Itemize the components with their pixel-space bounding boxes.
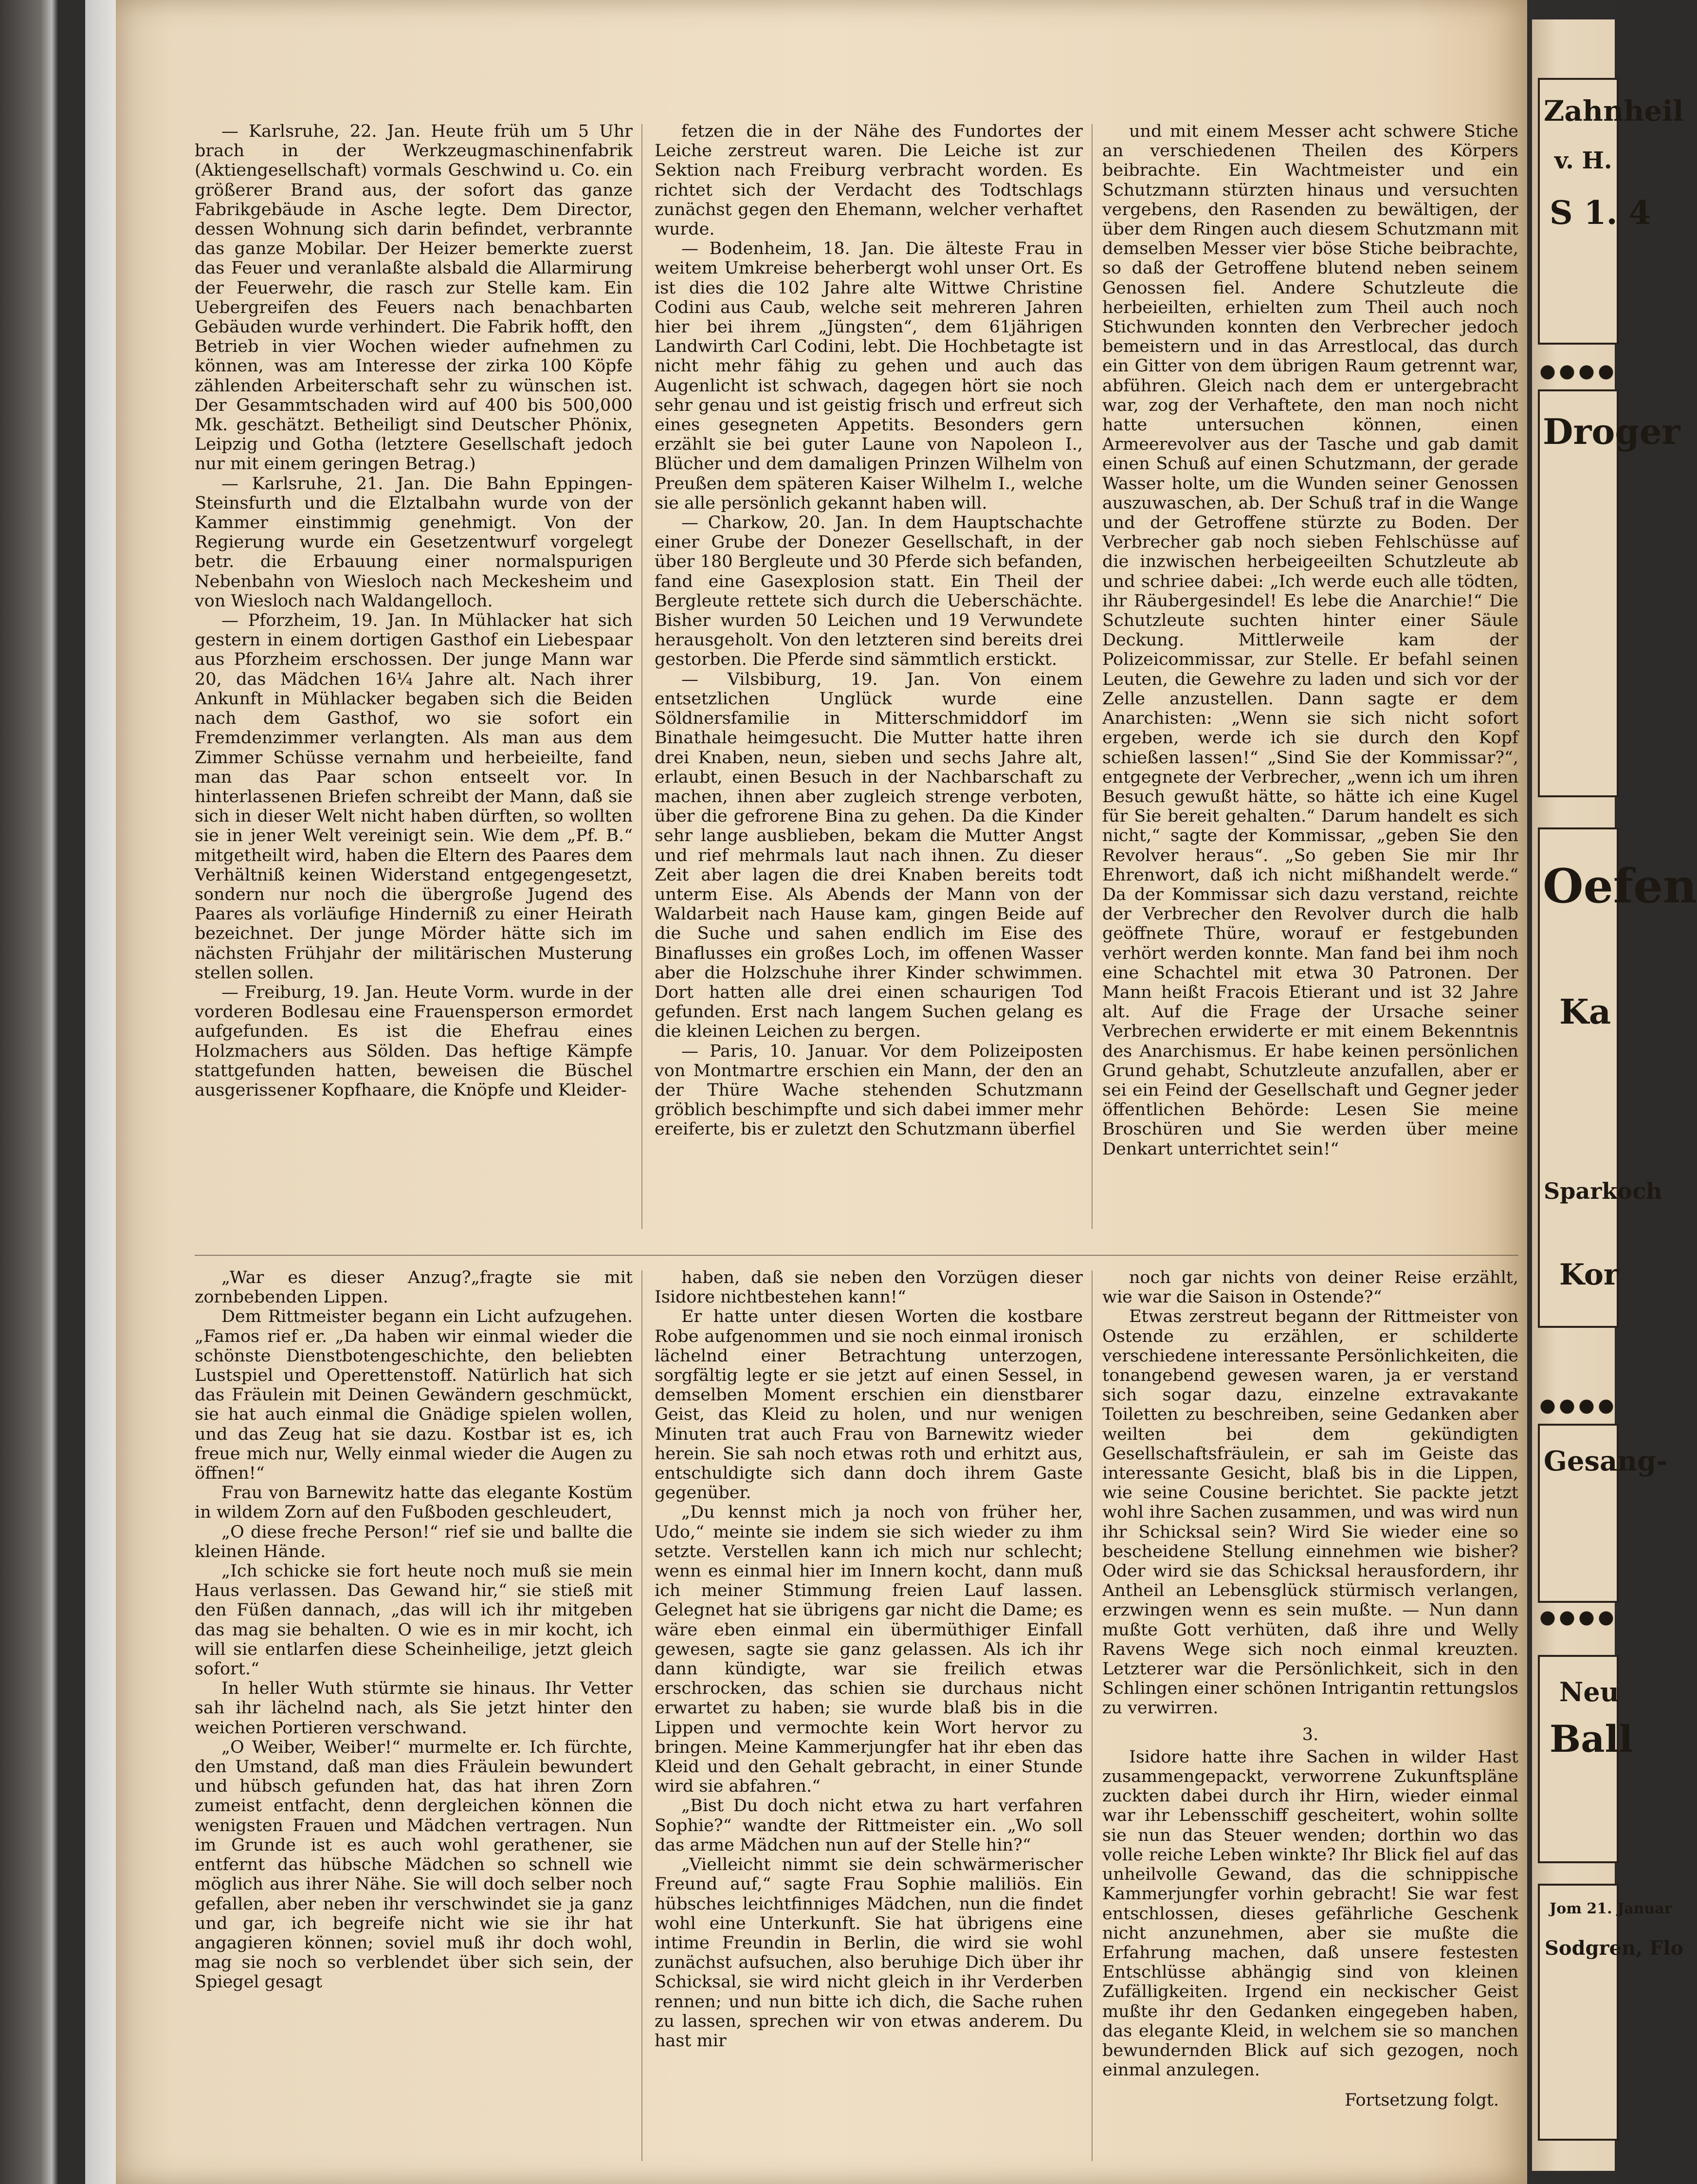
- news-item: — Paris, 10. Januar. Vor dem Polizeiposten von Montmartre erschien ein Mann, der den an der Thüre Wache stehenden Schutzmann gröblich beschimpfte und sich dabei immer mehr ereiferte, bis er zuletzt den Schutzmann überfiel: [655, 1041, 1083, 1139]
- news-item: — Bodenheim, 18. Jan. Die älteste Frau in weitem Umkreise beherbergt wohl unser Ort. Es ist dies die 102 Jahre alte Wittwe Christine Codini aus Caub, welche seit mehreren Jahren hier bei ihrem „Jüngsten“, dem 61jährigen Landwirth Carl Codini, lebt. Die Hochbetagte ist nicht mehr fähig zu gehen und auch das Augenlicht ist schwach, dagegen hört sie noch sehr genau und ist geistig frisch und erfreut sich eines gesegneten Appetits. Besonders gern erzählt sie bei guter Laune von Napoleon I., Blücher und dem damaligen Prinzen Wilhelm von Preußen dem späteren Kaiser Wilhelm I., welche sie alle persönlich gekannt haben will.: [655, 239, 1083, 513]
- ad-text: Droger: [1543, 411, 1680, 452]
- column-divider: [1092, 1270, 1093, 2161]
- ad-box-ball: [1538, 1655, 1633, 1863]
- news-item: — Karlsruhe, 21. Jan. Die Bahn Eppingen-Steinsfurth und die Elztalbahn wurde von der Kammer einstimmig genehmigt. Von der Regierung wurde ein Gesetzentwurf vorgelegt betr. die Erbauung einer normalspurigen Nebenbahn von Wiesloch nach Meckesheim und von Wiesloch nach Waldangelloch.: [195, 474, 633, 611]
- story-paragraph: noch gar nichts von deiner Reise erzählt, wie war die Saison in Ostende?“: [1102, 1268, 1518, 1307]
- ad-text: Neu: [1559, 1676, 1619, 1707]
- news-column-2: [655, 122, 1083, 1227]
- news-item: — Karlsruhe, 22. Jan. Heute früh um 5 Uhr brach in der Werkzeugmaschinenfabrik (Aktiengesellschaft) vormals Geschwind u. Co. ein größerer Brand aus, der sofort das ganze Fabrikgebäude in Asche legte. Dem Director, dessen Wohnung sich darin befindet, verbrannte das ganze Mobilar. Der Heizer bemerkte zuerst das Feuer und veranlaßte alsbald die Allarmirung der Feuerwehr, die rasch zur Stelle kam. Ein Uebergreifen des Feuers nach benachbarten Gebäuden wurde verhindert. Die Fabrik hofft, den Betrieb in vier Wochen wieder aufnehmen zu können, was am Interesse der zirka 100 Köpfe zählenden Arbeiterschaft sehr zu wünschen ist. Der Gesammtschaden wird auf 400 bis 500,000 Mk. geschätzt. Betheiligt sind Deutscher Phönix, Leipzig und Gotha (letztere Gesellschaft jedoch nur mit einem geringen Betrag.): [195, 122, 633, 474]
- story-paragraph: „O Weiber, Weiber!“ murmelte er. Ich fürchte, den Umstand, daß man dies Fräulein bewundert und hübsch gefunden hat, das hat ihren Zorn zumeist entfacht, denn dergleichen können die wenigsten Frauen und Mädchen vertragen. Nun im Grunde ist es auch wohl gerathener, sie entfernt das hübsche Mädchen so schnell wie möglich aus ihrer Nähe. Sie will doch selber noch gefallen, aber neben ihr verschwindet sie ja ganz und gar, ich begreife nicht wie sie ihr hat angagieren können; soviel muß ihr doch wohl, mag sie noch so verblendet über sich sein, der Spiegel gesagt: [195, 1737, 633, 1992]
- news-item: fetzen die in der Nähe des Fundortes der Leiche zerstreut waren. Die Leiche ist zur Sektion nach Freiburg verbracht worden. Es richtet sich der Verdacht des Todtschlags zunächst gegen den Ehemann, welcher verhaftet wurde.: [655, 122, 1083, 239]
- ad-text: S 1. 4: [1550, 194, 1651, 232]
- news-item: — Freiburg, 19. Jan. Heute Vorm. wurde in der vorderen Bodlesau eine Frauensperson ermordet aufgefunden. Es ist die Ehefrau eines Holzmachers aus Sölden. Das heftige Kämpfe stattgefunden hatten, beweisen die Büschel ausgerissener Kopfhaare, die Knöpfe und Kleider-: [195, 982, 633, 1100]
- ad-box-singing: [1538, 1424, 1668, 1603]
- book-gutter: [85, 0, 119, 2184]
- column-divider: [1092, 124, 1093, 1229]
- news-column-1: [195, 122, 633, 1227]
- story-column-2: [655, 1268, 1083, 2159]
- ad-text: Ka: [1559, 991, 1611, 1032]
- story-paragraph: Etwas zerstreut begann der Rittmeister von Ostende zu erzählen, er schilderte verschiedene interessante Persönlichkeiten, die tonangebend gewesen waren, ja er verstand sich sogar dazu, einzelne extravakante Toiletten zu beschreiben, seine Gedanken aber weilten bei dem gekündigten Gesellschaftsfräulein, er sah im Geiste das interessante Gesicht, blaß bis in die Lippen, wie seine Cousine berichtet. Sie packte jetzt wohl ihre Sachen zusammen, und was wird nun ihr Schicksal sein? Wird Sie wieder eine so bescheidene Stellung einnehmen wie bisher? Oder wird sie das Schicksal herausfordern, ihr Antheil an Lebensglück stürmisch verlangen, erzwingen wenn es sein mußte. — Nun dann mußte Gott verhüten, daß ihre und Welly Ravens Wege sich noch einmal kreuzten. Letzterer war die Persönlichkeit, sich in den Schlingen einer schönen Intrigantin rettungslos zu verwirren.: [1102, 1307, 1518, 1718]
- news-column-3: [1102, 122, 1518, 1227]
- news-item: — Charkow, 20. Jan. In dem Hauptschachte einer Grube der Donezer Gesellschaft, in der über 180 Bergleute und 30 Pferde sich befanden, fand eine Gasexplosion statt. Ein Theil der Bergleute rettete sich durch die Ueberschächte. Bisher wurden 50 Leichen und 19 Verwundete herausgeholt. Von den letzteren sind bereits drei gestorben. Die Pferde sind sämmtlich erstickt.: [655, 513, 1083, 670]
- story-paragraph: „Vielleicht nimmt sie dein schwärmerischer Freund auf,“ sagte Frau Sophie maliliös. Ein hübsches leichtfinniges Mädchen, nun die findet wohl eine Unterkunft. Sie hat übrigens eine intime Freundin in Berlin, die wird sie wohl zunächst aufsuchen, also beruhige Dich über ihr Schicksal, sie wird nicht gleich in ihr Verderben rennen; und nun bitte ich dich, die Sache ruhen zu lassen, sprechen wir von etwas anderem. Du hast mir: [655, 1855, 1083, 2051]
- ad-text: Jom 21. Januar: [1550, 1900, 1672, 1917]
- news-item: — Pforzheim, 19. Jan. In Mühlacker hat sich gestern in einem dortigen Gasthof ein Liebespaar aus Pforzheim erschossen. Der junge Mann war 20, das Mädchen 16¼ Jahre alt. Nach ihrer Ankunft in Mühlacker begaben sich die Beiden nach dem Gasthof, wo sie sofort ein Fremdenzimmer verlangten. Als man aus dem Zimmer Schüsse vernahm und herbeieilte, fand man das Paar schon entseelt vor. In hinterlassenen Briefen schreibt der Mann, daß sie sich in dieser Welt nicht haben dürften, so wollten sie in jener Welt vereinigt sein. Wie dem „Pf. B.“ mitgetheilt wird, haben die Eltern des Paares dem Verhältniß keinen Widerstand entgegengesetzt, sondern nur noch die übergroße Jugend des Paares als vorläufige Hinderniß zu einer Heirath bezeichnet. Der junge Mörder hätte sich im nächsten Frühjahr der militärischen Musterung stellen sollen.: [195, 611, 633, 983]
- column-divider: [641, 124, 642, 1229]
- chapter-number: 3.: [1302, 1725, 1319, 1744]
- story-paragraph: Dem Rittmeister begann ein Licht aufzugehen. „Famos rief er. „Da haben wir einmal wieder die schönste Dienstbotengeschichte, den beliebten Lustspiel und Operettenstoff. Natürlich hat sich das Fräulein mit Deinen Gewändern geschmückt, sie hat auch einmal die Gnädige spielen wollen, und das Zeug hat sie dazu. Kostbar ist es, ich freue mich nur, Welly einmal wieder die Augen zu öffnen!“: [195, 1307, 633, 1484]
- story-paragraph: haben, daß sie neben den Vorzügen dieser Isidore nichtbestehen kann!“: [655, 1268, 1083, 1307]
- decorative-dot-border: [1538, 1606, 1615, 1631]
- continuation-note: Fortsetzung folgt.: [1345, 2091, 1499, 2111]
- ad-box-dentist: [1538, 78, 1684, 345]
- decorative-dot-border: [1538, 360, 1615, 385]
- ad-text: v. H.: [1554, 147, 1612, 174]
- story-paragraph: Frau von Barnewitz hatte das elegante Kostüm in wildem Zorn auf den Fußboden geschleudert,: [195, 1483, 633, 1523]
- ad-text: Ball: [1550, 1717, 1633, 1761]
- story-paragraph: „War es dieser Anzug?„fragte sie mit zornbebenden Lippen.: [195, 1268, 633, 1307]
- ad-text: Oefen: [1543, 859, 1697, 914]
- story-paragraph: Isidore hatte ihre Sachen in wilder Hast zusammengepackt, verworrene Zukunftspläne zuckten dabei durch ihr Hirn, wieder einmal war ihr Lebensschiff gescheitert, wohin sollte sie nun das Steuer wenden; dorthin wo das volle reiche Leben winkte? Ihr Blick fiel auf das unheilvolle Gewand, das die schnippische Kammerjungfer vorhin gebracht! Sie war fest entschlossen, dieses gefährliche Geschenk nicht anzunehmen, aber sie mußte die Erfahrung machen, daß unsere festesten Entschlüsse abhängig sind von kleinen Zufälligkeiten. Irgend ein neckischer Geist mußte ihr den Gedanken eingegeben haben, das elegante Kleid, in welchem sie so manchen bewundernden Blick auf sich gezogen, noch einmal anzulegen.: [1102, 1747, 1518, 2080]
- ad-text: Gesang-: [1544, 1445, 1668, 1477]
- story-column-3: [1102, 1268, 1518, 2159]
- decorative-dot-border: [1538, 1395, 1615, 1419]
- feuilleton-divider: [195, 1255, 1518, 1256]
- ad-text: Kor: [1559, 1258, 1619, 1292]
- story-paragraph: „O diese freche Person!“ rief sie und ballte die kleinen Hände.: [195, 1522, 633, 1561]
- story-paragraph: „Bist Du doch nicht etwa zu hart verfahren Sophie?“ wandte der Rittmeister ein. „Wo soll das arme Mädchen nun auf der Stelle hin?“: [655, 1796, 1083, 1855]
- story-paragraph: In heller Wuth stürmte sie hinaus. Ihr Vetter sah ihr lächelnd nach, als Sie jetzt hinter den weichen Portieren verschwand.: [195, 1679, 633, 1738]
- ad-box-event: [1538, 1884, 1684, 2141]
- story-column-1: [195, 1268, 633, 2159]
- news-item: — Vilsbiburg, 19. Jan. Von einem entsetzlichen Unglück wurde eine Söldnersfamilie in Mitterschmiddorf im Binathale heimgesucht. Die Mutter hatte ihren drei Knaben, neun, sieben und sechs Jahre alt, erlaubt, einen Besuch in der Nachbarschaft zu machen, ihnen aber zugleich strenge verboten, über die gefrorene Bina zu gehen. Da die Kinder sehr lange ausblieben, bekam die Mutter Angst und rief mehrmals laut nach ihnen. Zu dieser Zeit aber lagen die drei Knaben bereits todt unterm Eise. Als Abends der Mann von der Waldarbeit nach Hause kam, gingen Beide auf die Suche und sahen endlich im Eise des Binaflusses ein großes Loch, im offenen Wasser aber die Holzschuhe ihrer Kinder schwimmen. Dort hatten alle drei einen schaurigen Tod gefunden. Erst nach langem Suchen gelang es die kleinen Leichen zu bergen.: [655, 669, 1083, 1042]
- ad-box-drugstore: [1538, 389, 1680, 797]
- ad-text: Zahnheil: [1544, 94, 1684, 128]
- story-paragraph: Er hatte unter diesen Worten die kostbare Robe aufgenommen und sie noch einmal ironisch lächelnd einer Betrachtung unterzogen, sorgfältig legte er sie jetzt auf einen Sessel, in demselben Moment erschien ein dienstbarer Geist, das Kleid zu holen, und nur wenigen Minuten trat auch Frau von Barnewitz wieder herein. Sie sah noch etwas roth und erhitzt aus, entschuldigte sich dann doch ihrem Gaste gegenüber.: [655, 1307, 1083, 1503]
- ad-text: Sodgren, Flo: [1545, 1937, 1684, 1960]
- column-divider: [641, 1270, 642, 2161]
- news-item: und mit einem Messer acht schwere Stiche an verschiedenen Theilen des Körpers beibrachte. Ein Wachtmeister und ein Schutzmann stürzten hinaus und versuchten vergebens, den Rasenden zu bewältigen, der über dem Ringen auch diesem Schutzmann mit demselben Messer vier böse Stiche beibrachte, so daß der Getroffene blutend neben seinem Genossen fiel. Andere Schutzleute die herbeieilten, erhielten zum Theil auch noch Stichwunden konnten den Verbrecher jedoch bemeistern und in das Arrestlocal, das durch ein Gitter von dem übrigen Raum getrennt war, abführen. Gleich nach dem er untergebracht war, zog der Verhaftete, den man noch nicht hatte untersuchen können, einen Armeerevolver aus der Tasche und gab damit einen Schuß auf einen Schutzmann, der gerade Wasser holte, um die Wunden seiner Genossen auszuwaschen, ab. Der Schuß traf in die Wange und der Getroffene stürzte zu Boden. Der Verbrecher gab noch sieben Fehlschüsse auf die inzwischen herbeigeeilten Schutzleute ab und schriee dabei: „Ich werde euch alle tödten, ihr Räubergesindel! Es lebe die Anarchie!“ Die Schutzleute suchten hinter einer Säule Deckung. Mittlerweile kam der Polizeicommissar, zur Stelle. Er befahl seinen Leuten, die Gewehre zu laden und sich vor der Zelle anzustellen. Dann sagte er dem Anarchisten: „Wenn sie sich nicht sofort ergeben, werde ich sie durch den Kopf schießen lassen!“ „Sind Sie der Kommissar?“, entgegnete der Verbrecher, „wenn ich um ihren Besuch gewußt hätte, so hätte ich eine Kugel für Sie bereit gehalten.“ Darum handelt es sich nicht,“ sagte der Kommissar, „geben Sie den Revolver heraus“. „So geben Sie mir Ihr Ehrenwort, daß ich nicht mißhandelt werde.“ Da der Kommissar sich dazu verstand, reichte der Verbrecher den Revolver durch die halb geöffnete Thüre, worauf er festgebunden verhört werden konnte. Man fand bei ihm noch eine Schachtel mit etwa 30 Patronen. Der Mann heißt Fracois Etierant und ist 32 Jahre alt. Auf die Frage der Ursache seiner Verbrechen erwiderte er mit einem Bekenntnis des Anarchismus. Er habe keinen persönlichen Grund gehabt, Schutzleute anzufallen, aber er sei ein Feind der Gesellschaft und Gegner jeder öffentlichen Behörde: Lesen Sie meine Broschüren und Sie werden über meine Denkart unterrichtet sein!“: [1102, 122, 1518, 1159]
- story-paragraph: „Ich schicke sie fort heute noch muß sie mein Haus verlassen. Das Gewand hir,“ sie stieß mit den Füßen dannach, „das will ich ihr mitgeben das mag sie behalten. O wie es in mir kocht, ich will sie entlarfen diese Scheinheilige, jetzt gleich sofort.“: [195, 1561, 633, 1679]
- story-paragraph: „Du kennst mich ja noch von früher her, Udo,“ meinte sie indem sie sich wieder zu ihm setzte. Verstellen kann ich mich nur schlecht; wenn es einmal hier im Innern kocht, dann muß ich meiner Stimmung freien Lauf lassen. Gelegnet hat sie übrigens gar nicht die Dame; es wäre eben einmal ein übermüthiger Einfall gewesen, sagte sie ganz gelassen. Als ich ihr dann kündigte, war sie freilich etwas erschrocken, das schien sie durchaus nicht erwartet zu haben; sie wurde blaß bis in die Lippen und vermochte kein Wort hervor zu bringen. Meine Kammerjungfer hat ihr eben das Kleid und den Gehalt gebracht, in einer Stunde wird sie abfahren.“: [655, 1503, 1083, 1797]
- ad-box-stoves: [1538, 827, 1697, 1328]
- ad-text: Sparkoch: [1544, 1178, 1662, 1204]
